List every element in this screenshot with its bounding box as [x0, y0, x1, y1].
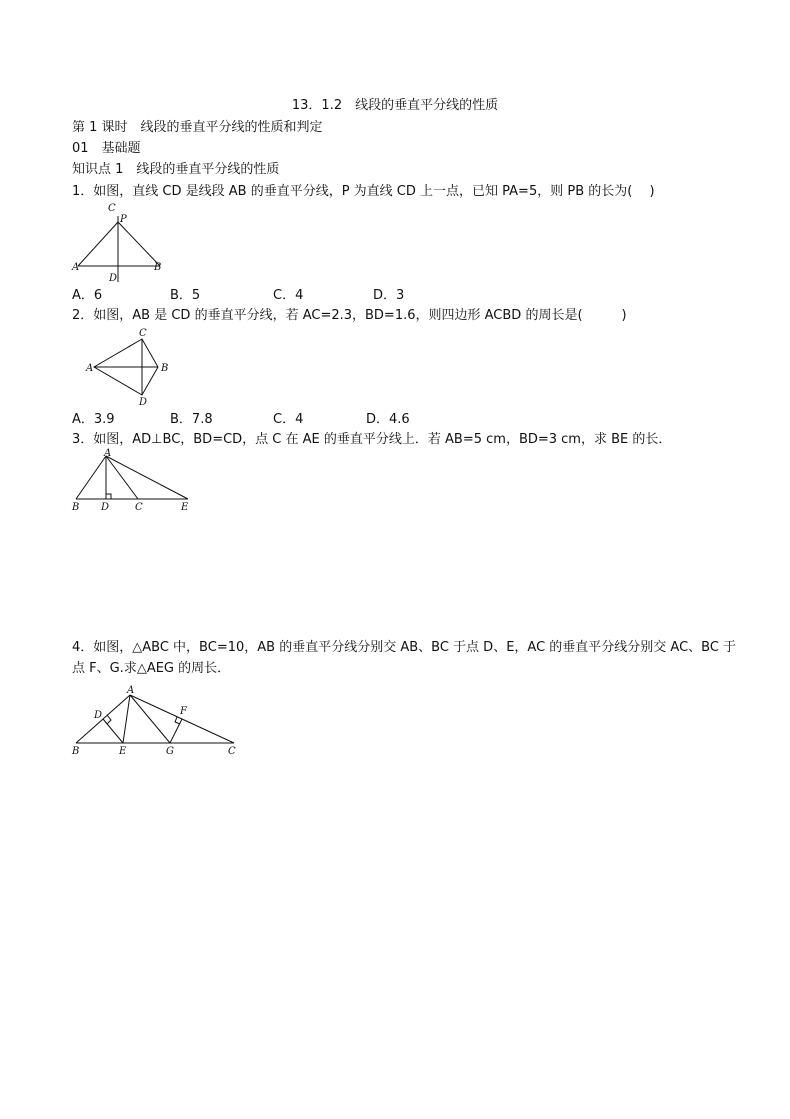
q2-option-b[interactable]: B．7.8 — [170, 412, 213, 427]
segment-ae — [106, 456, 188, 499]
label-c: C — [139, 328, 147, 339]
label-a: A — [127, 685, 135, 696]
label-b: B — [161, 363, 169, 374]
label-b: B — [72, 746, 80, 757]
right-angle-mark — [106, 494, 111, 499]
question-4-text-line-1: 4．如图，△ABC 中，BC=10，AB 的垂直平分线分别交 AB、BC 于点 D、E，AC 的垂直平分线分别交 AC、BC 于 — [72, 640, 737, 655]
lesson-title: 第 1 课时 线段的垂直平分线的性质和判定 — [72, 120, 323, 135]
q2-option-d[interactable]: D．4.6 — [366, 412, 410, 427]
q1-option-c[interactable]: C．4 — [273, 288, 304, 303]
q2-option-c[interactable]: C．4 — [273, 412, 304, 427]
segment-pa — [78, 222, 118, 266]
right-angle-mark-d — [107, 715, 111, 724]
label-b: B — [72, 502, 80, 513]
label-g: G — [166, 746, 174, 757]
segment-ag — [130, 695, 170, 743]
label-c: C — [228, 746, 236, 757]
segment-ae — [123, 695, 130, 743]
knowledge-point-heading: 知识点 1 线段的垂直平分线的性质 — [72, 162, 280, 177]
question-2-text: 2．如图，AB 是 CD 的垂直平分线，若 AC=2.3，BD=1.6，则四边形 ACBD 的周长是( ) — [72, 308, 627, 323]
question-2-figure — [84, 325, 184, 410]
label-e: E — [119, 746, 127, 757]
question-4-figure — [68, 683, 248, 758]
question-1-figure — [68, 200, 178, 285]
page-title: 13．1.2 线段的垂直平分线的性质 — [291, 98, 499, 113]
q1-option-a[interactable]: A．6 — [72, 288, 103, 303]
q2-option-a[interactable]: A．3.9 — [72, 412, 115, 427]
label-c: C — [135, 502, 143, 513]
segment-ab — [76, 456, 106, 499]
label-d: D — [109, 273, 118, 284]
q1-option-b[interactable]: B．5 — [170, 288, 201, 303]
label-d: D — [139, 397, 148, 408]
label-a: A — [86, 363, 94, 374]
q1-option-d[interactable]: D．3 — [373, 288, 405, 303]
label-a: A — [104, 448, 112, 459]
question-3-figure — [68, 448, 198, 513]
label-d: D — [94, 710, 103, 721]
label-f: F — [180, 706, 187, 717]
label-p: P — [120, 214, 127, 225]
segment-pb — [118, 222, 160, 266]
segment-ac — [106, 456, 138, 499]
question-4-text-line-2: 点 F、G.求△AEG 的周长． — [72, 661, 231, 676]
question-1-text: 1．如图，直线 CD 是线段 AB 的垂直平分线，P 为直线 CD 上一点，已知 PA=5，则 PB 的长为( ) — [72, 184, 655, 199]
label-e: E — [181, 502, 189, 513]
question-3-text: 3．如图，AD⊥BC，BD=CD，点 C 在 AE 的垂直平分线上．若 AB=5 cm，BD=3 cm，求 BE 的长． — [72, 432, 672, 447]
label-c: C — [108, 203, 116, 214]
label-d: D — [101, 502, 110, 513]
label-b: B — [154, 262, 162, 273]
section-heading: 01 基础题 — [72, 141, 141, 156]
bisector-de — [103, 719, 123, 743]
label-a: A — [72, 262, 80, 273]
